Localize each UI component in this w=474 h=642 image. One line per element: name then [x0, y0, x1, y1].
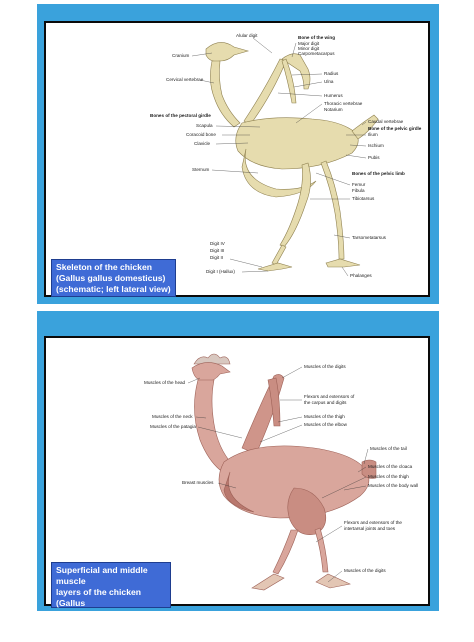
label-caudal-vertebrae: Caudal vertebrae — [368, 119, 404, 124]
right-leg-bone — [321, 161, 344, 259]
slide-skeleton — [37, 4, 439, 304]
caption-line: Superficial and middle muscle — [56, 565, 148, 586]
label-muscles-cloaca: Muscles of the cloaca — [368, 464, 413, 469]
label-ischium: Ischium — [368, 143, 384, 148]
label-carpometacarpus: Carpometacarpus — [298, 51, 335, 56]
right-shank-shape — [315, 528, 328, 572]
label-muscles-body-wall: Muscles of the body wall — [368, 483, 419, 488]
label-intertarsal-1: Flexors and extensors of the — [344, 520, 402, 525]
label-cervical-vertebrae: Cervical vertebrae — [166, 77, 204, 82]
label-muscles-tail: Muscles of the tail — [370, 446, 407, 451]
caption-line: layers of the chicken (Gallus — [56, 587, 142, 608]
label-bones-pelvic-limb: Bones of the pelvic limb — [352, 171, 405, 176]
label-major-digit: Major digit — [298, 41, 320, 46]
neck-muscle-shape — [194, 380, 232, 470]
humerus-bone — [244, 59, 286, 125]
label-minor-digit: Minor digit — [298, 46, 320, 51]
label-humerus: Humerus — [324, 93, 343, 98]
label-ulna: Ulna — [324, 79, 334, 84]
label-notarium: Notarium — [324, 107, 343, 112]
label-muscles-patagia: Muscles of the patagia — [150, 424, 196, 429]
left-foot-bone — [258, 263, 292, 271]
caption-line: (Gallus gallus domesticus) — [56, 273, 166, 283]
skeleton-illustration — [46, 23, 432, 299]
label-breast-muscles: Breast muscles — [182, 480, 214, 485]
label-thoracic-vertebrae: Thoracic vertebrae — [324, 101, 363, 106]
label-sternum: Sternum — [192, 167, 210, 172]
label-tibiotarsus: Tibiotarsus — [352, 196, 375, 201]
label-flexors-carpus-2: the carpus and digits — [304, 400, 347, 405]
label-digit-iii: Digit III — [210, 248, 225, 253]
label-alular-digit: Alular digit — [236, 33, 258, 38]
label-muscles-thigh-top: Muscles of the thigh — [304, 414, 345, 419]
right-foot-bone — [326, 259, 360, 267]
left-foot-shape — [252, 574, 284, 590]
label-phalanges: Phalanges — [350, 273, 372, 278]
label-muscles-elbow: Muscles of the elbow — [304, 422, 347, 427]
muscle-figure-panel — [44, 336, 430, 641]
label-muscles-thigh: Muscles of the thigh — [368, 474, 409, 479]
caption-line: gallus domesticus) (schematic; — [56, 609, 134, 630]
label-scapula: Scapula — [196, 123, 213, 128]
label-muscles-head: Muscles of the head — [144, 380, 186, 385]
ribcage-bone — [236, 118, 359, 169]
label-cranium: Cranium — [172, 53, 190, 58]
label-digit-i: Digit I (Hallux) — [206, 269, 235, 274]
label-muscles-digits-top: Muscles of the digits — [304, 364, 346, 369]
right-foot-shape — [316, 574, 350, 588]
slide-muscles — [37, 311, 439, 641]
tibiotarsus-bone — [280, 163, 311, 247]
label-tarsometatarsus: Tarsometatarsus — [352, 235, 386, 240]
skeleton-figure-panel — [44, 21, 430, 297]
label-bones-pelvic-girdle: Bone of the pelvic girdle — [368, 126, 422, 131]
tarsometatarsus-bone — [272, 245, 286, 265]
label-muscles-digits-bottom: Muscles of the digits — [344, 568, 386, 573]
label-intertarsal-2: intertarsal joints and toes — [344, 526, 396, 531]
caption-line: (schematic; left lateral view) — [56, 284, 171, 294]
label-ilium: Ilium — [368, 132, 378, 137]
chicken-muscle-drawing — [192, 354, 376, 590]
label-muscles-neck: Muscles of the neck — [152, 414, 193, 419]
label-fibula: Fibula — [352, 188, 365, 193]
muscle-caption — [51, 562, 171, 641]
label-coracoid: Coracoid bone — [186, 132, 216, 137]
label-clavicle: Clavicle — [194, 141, 211, 146]
label-radius: Radius — [324, 71, 339, 76]
label-femur: Femur — [352, 182, 366, 187]
label-digit-ii: Digit II — [210, 255, 224, 260]
caption-line: left lateral view) — [56, 631, 121, 641]
label-flexors-carpus-1: Flexors and extensors of — [304, 394, 355, 399]
label-bones-wing: Bone of the wing — [298, 35, 336, 40]
caption-line: Skeleton of the chicken — [56, 262, 152, 272]
cervical-vertebrae-bone — [210, 61, 240, 127]
label-bones-pectoral: Bones of the pectoral girdle — [150, 113, 211, 118]
label-pubis: Pubis — [368, 155, 380, 160]
skull-bone — [206, 42, 248, 61]
left-shank-shape — [273, 530, 298, 574]
label-digit-iv: Digit IV — [210, 241, 225, 246]
skeleton-caption — [51, 259, 176, 297]
